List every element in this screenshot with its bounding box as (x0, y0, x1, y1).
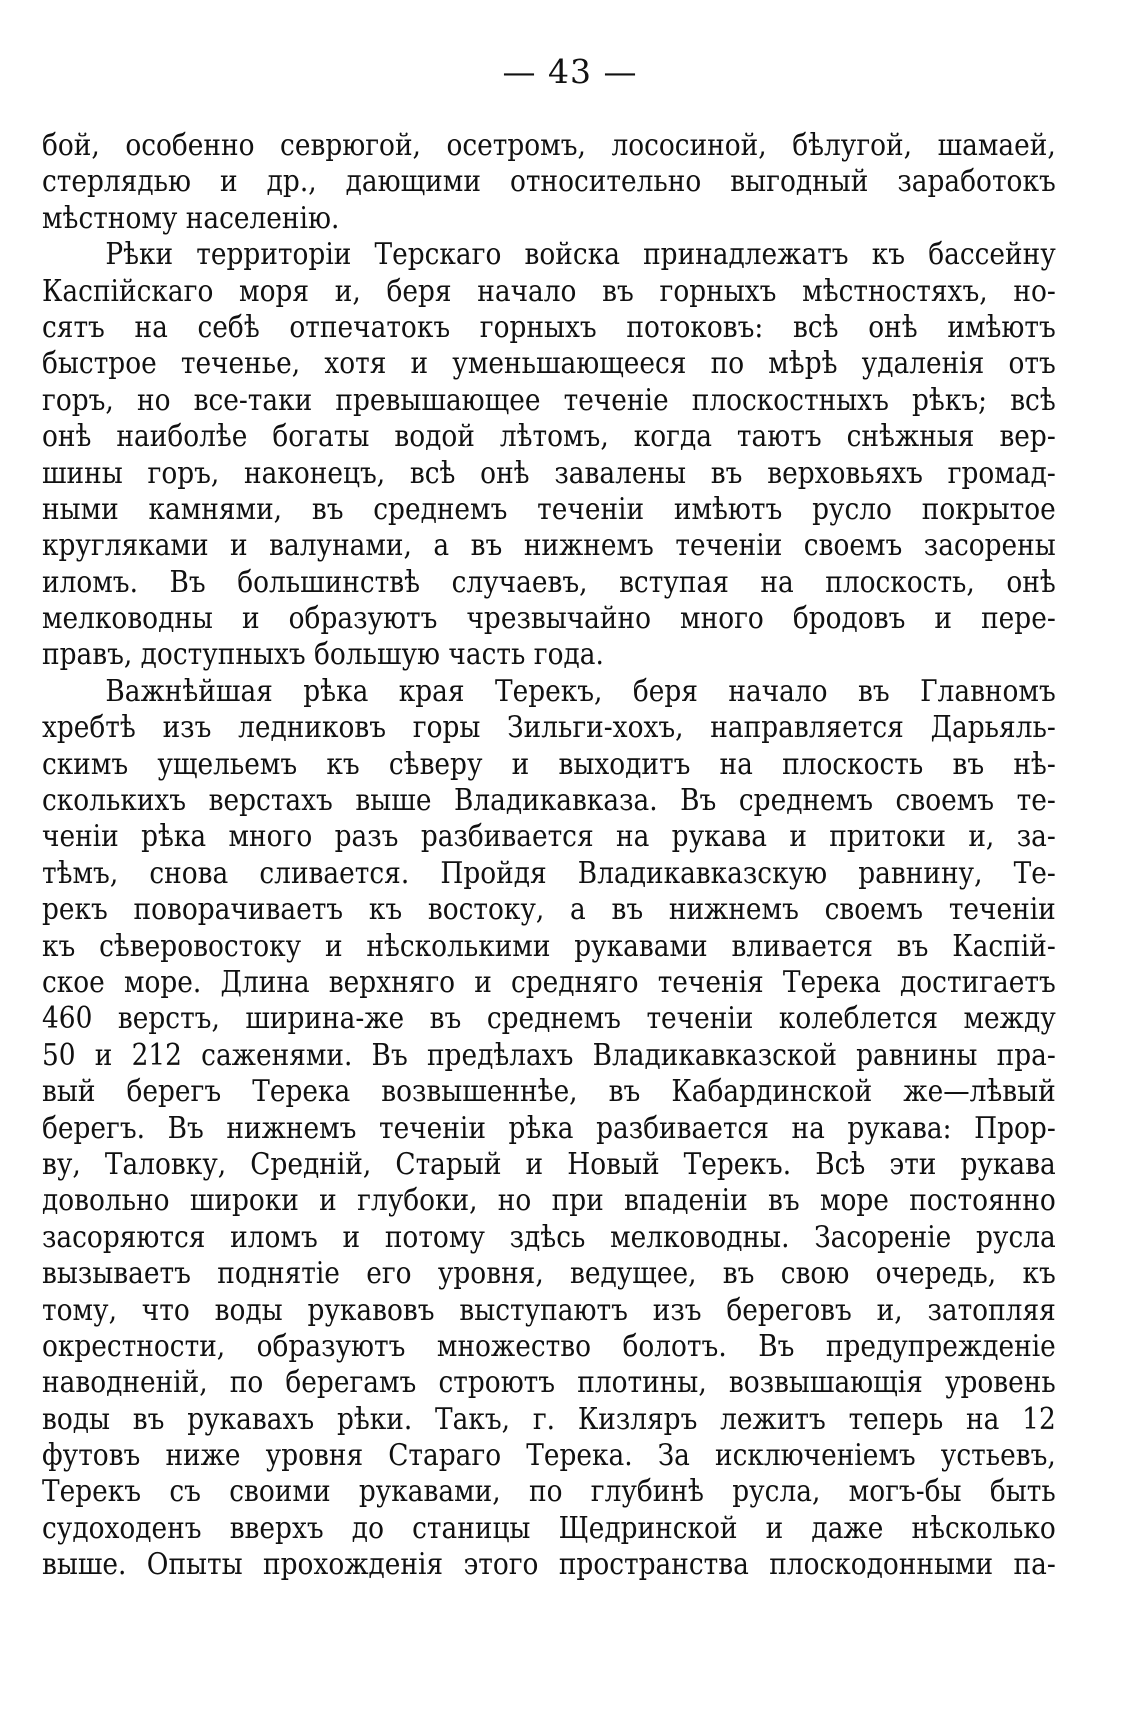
text-line: окрестности, образуютъ множество болотъ. Въ предупрежденiе (42, 1328, 1056, 1364)
text-line: онѣ наиболѣе богаты водой лѣтомъ, когда таютъ снѣжныя вер- (42, 419, 1056, 455)
text-line: горъ, но все-таки превышающее теченiе плоскостныхъ рѣкъ; всѣ (42, 382, 1056, 418)
text-line: вызываетъ поднятiе его уровня, ведущее, въ свою очередь, къ (42, 1256, 1056, 1292)
text-line: воды въ рукавахъ рѣки. Такъ, г. Кизляръ лежитъ теперь на 12 (42, 1401, 1056, 1437)
text-line: быстрое теченье, хотя и уменьшающееся по мѣрѣ удаленiя отъ (42, 346, 1056, 382)
text-line: иломъ. Въ большинствѣ случаевъ, вступая на плоскость, онѣ (42, 564, 1056, 600)
body-text (42, 128, 1056, 1584)
text-line: бой, особенно севрюгой, осетромъ, лососиной, бѣлугой, шамаей, (42, 128, 1056, 163)
text-line: тѣмъ, снова сливается. Пройдя Владикавказскую равнину, Те- (42, 855, 1056, 891)
text-line: Каспiйскаго моря и, беря начало въ горныхъ мѣстностяхъ, но- (42, 273, 1056, 309)
text-line: ву, Таловку, Среднiй, Старый и Новый Терекъ. Всѣ эти рукава (42, 1146, 1056, 1182)
text-line: вый берегъ Терека возвышеннѣе, въ Кабардинской же—лѣвый (42, 1074, 1056, 1110)
paragraph-first-line: Важнѣйшая рѣка края Терекъ, беря начало въ Главномъ (105, 673, 1056, 709)
text-line: берегъ. Въ нижнемъ теченiи рѣка разбивается на рукава: Прор- (42, 1110, 1056, 1146)
text-line: правъ, доступныхъ большую часть года. (42, 637, 604, 673)
text-line: Терекъ съ своими рукавами, по глубинѣ русла, могъ-бы быть (42, 1474, 1056, 1510)
text-line: выше. Опыты прохожденiя этого пространства плоскодонными па- (42, 1547, 1056, 1583)
page-number: — 43 — (502, 52, 638, 91)
text-line: шины горъ, наконецъ, всѣ онѣ завалены въ верховьяхъ громад- (42, 455, 1056, 491)
text-line: къ сѣверовостоку и нѣсколькими рукавами вливается въ Каспiй- (42, 928, 1056, 964)
text-line: футовъ ниже уровня Стараго Терека. За исключенiемъ устьевъ, (42, 1438, 1056, 1474)
text-line: хребтѣ изъ ледниковъ горы Зильги-хохъ, направляется Дарьяль- (42, 710, 1056, 746)
text-line: скимъ ущельемъ къ сѣверу и выходитъ на плоскость въ нѣ- (42, 746, 1056, 782)
text-line: судоходенъ вверхъ до станицы Щедринской и даже нѣсколько (42, 1510, 1056, 1546)
paragraph-first-line: Рѣки территорiи Терскаго войска принадлежатъ къ бассейну (105, 237, 1056, 273)
text-line: ченiи рѣка много разъ разбивается на рукава и притоки и, за- (42, 819, 1056, 855)
text-line: мелководны и образуютъ чрезвычайно много бродовъ и пере- (42, 601, 1056, 637)
text-line: довольно широки и глубоки, но при впаденiи въ море постоянно (42, 1183, 1056, 1219)
text-line: наводненiй, по берегамъ строютъ плотины, возвышающiя уровень (42, 1365, 1056, 1401)
text-line: ными камнями, въ среднемъ теченiи имѣютъ русло покрытое (42, 491, 1056, 527)
text-line: рекъ поворачиваетъ къ востоку, а въ нижнемъ своемъ теченiи (42, 892, 1056, 928)
text-line: сколькихъ верстахъ выше Владикавказа. Въ среднемъ своемъ те- (42, 783, 1056, 819)
text-line: 460 верстъ, ширина-же въ среднемъ теченiи колеблется между (42, 1001, 1056, 1037)
text-line: стерлядью и др., дающими относительно выгодный заработокъ (42, 164, 1056, 200)
text-line: 50 и 212 саженями. Въ предѣлахъ Владикавказской равнины пра- (42, 1037, 1056, 1073)
text-line: кругляками и валунами, а въ нижнемъ теченiи своемъ засорены (42, 528, 1056, 564)
text-line: тому, что воды рукавовъ выступаютъ изъ береговъ и, затопляя (42, 1292, 1056, 1328)
text-line: засоряются иломъ и потому здѣсь мелководны. Засоренiе русла (42, 1219, 1056, 1255)
text-line: ское море. Длина верхняго и средняго теченiя Терека достигаетъ (42, 964, 1056, 1000)
text-line: мѣстному населенiю. (42, 200, 340, 236)
text-line: сятъ на себѣ отпечатокъ горныхъ потоковъ: всѣ онѣ имѣютъ (42, 309, 1056, 345)
